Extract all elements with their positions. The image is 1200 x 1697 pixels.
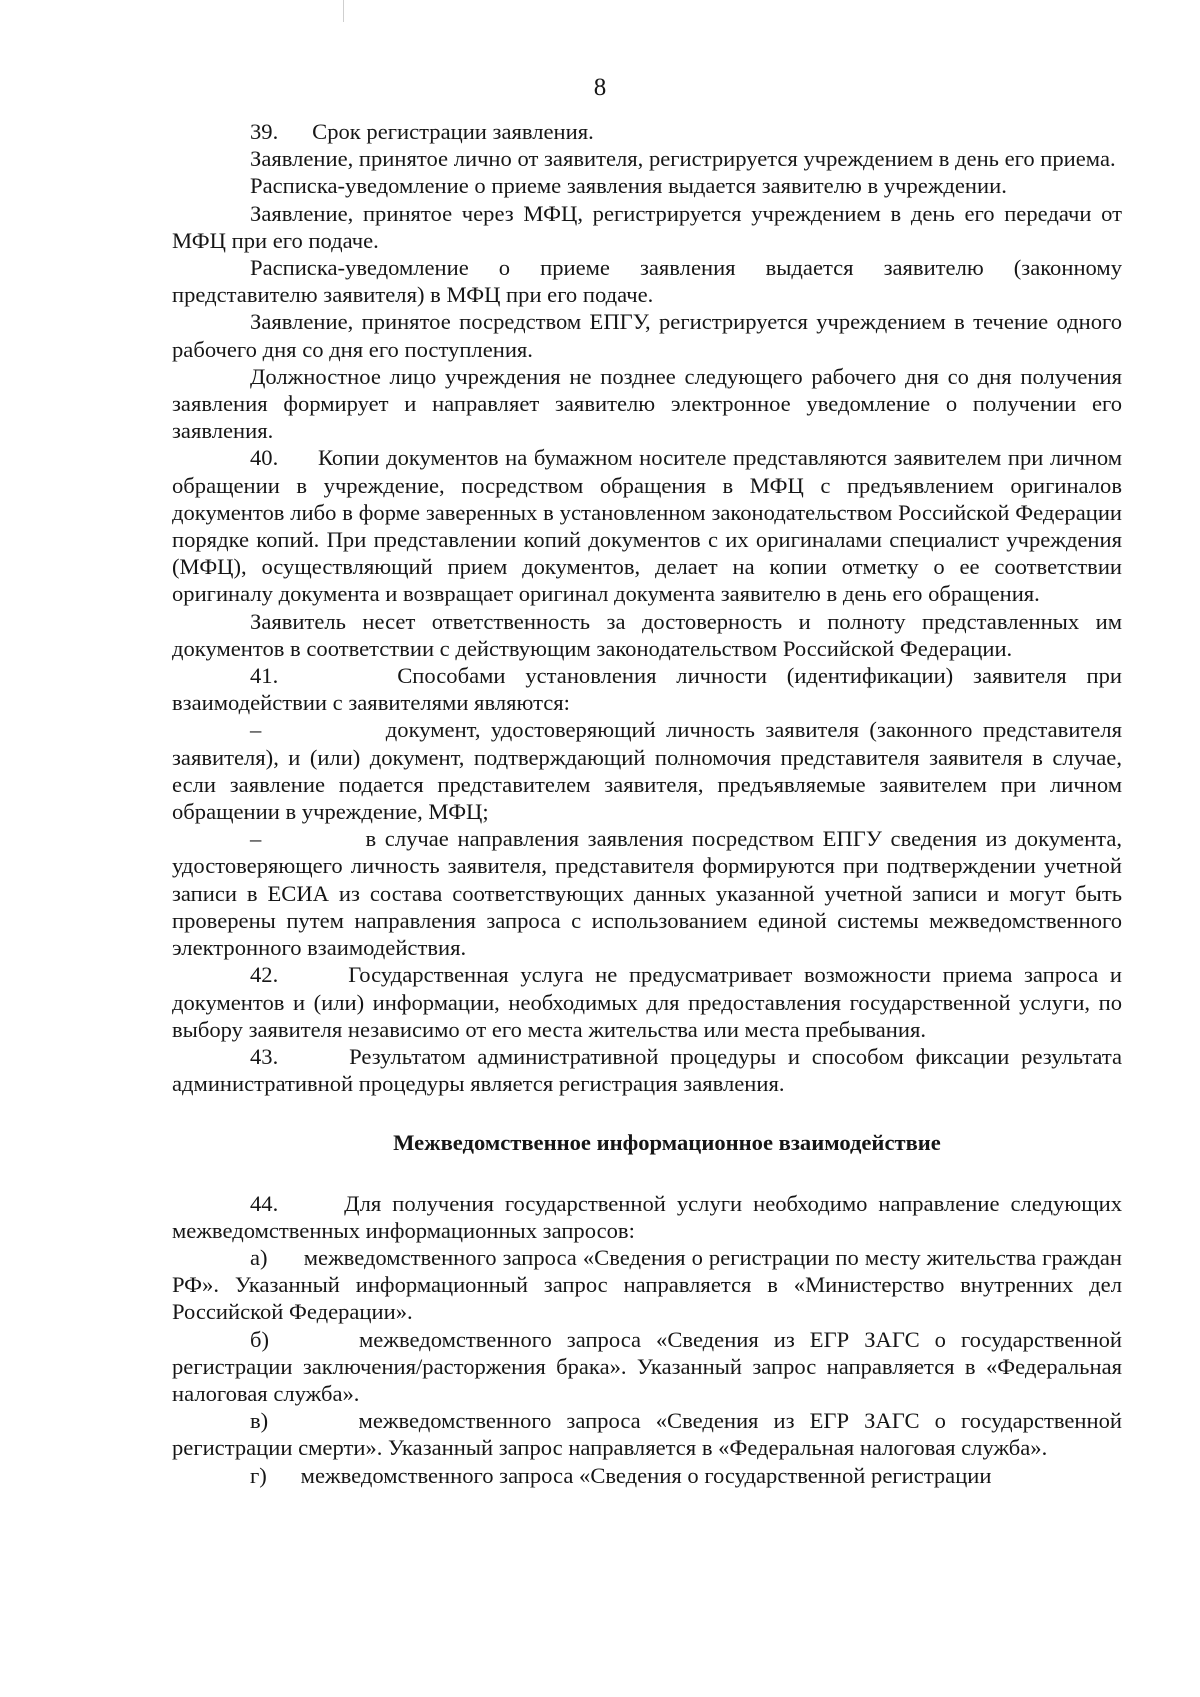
paragraph: Расписка-уведомление о приеме заявления выдается заявителю (законному представителю заявителя) в МФЦ при его подаче.: [172, 255, 1122, 308]
list-item: – в случае направления заявления посредством ЕПГУ сведения из документа, удостоверяющего личность заявителя, представителя формируются при подтверждении учетной записи в ЕСИА из состава соответствующих данных указанной учетной записи и могут быть проверены путем направления запроса с использованием единой системы межведомственного электронного взаимодействия.: [172, 826, 1122, 961]
list-item-v: в) межведомственного запроса «Сведения из ЕГР ЗАГС о государственной регистрации смерти». Указанный запрос направляется в «Федеральная налоговая служба».: [172, 1408, 1122, 1461]
paragraph-40: 40. Копии документов на бумажном носителе представляются заявителем при личном обращении в учреждение, посредством обращения в МФЦ с предъявлением оригиналов документов либо в форме заверенных в установленном законодательством Российской Федерации порядке копий. При представлении копий документов с их оригиналами специалист учреждения (МФЦ), осуществляющий прием документов, делает на копии отметку о ее соответствии оригиналу документа и возвращает оригинал документа заявителю в день его обращения.: [172, 445, 1122, 607]
scan-artifact-line: [343, 0, 344, 22]
paragraph: Должностное лицо учреждения не позднее следующего рабочего дня со дня получения заявления формирует и направляет заявителю электронное уведомление о получении его заявления.: [172, 363, 1122, 444]
paragraph-42: 42. Государственная услуга не предусматривает возможности приема запроса и документов и (или) информации, необходимых для предоставления государственной услуги, по выбору заявителя независимо от его места жительства или места пребывания.: [172, 962, 1122, 1042]
section-heading: Межведомственное информационное взаимодействие: [393, 1130, 941, 1156]
list-item-a: а) межведомственного запроса «Сведения о регистрации по месту жительства граждан РФ». Указанный информационный запрос направляется в «Министерство внутренних дел Российской Федерации».: [172, 1244, 1122, 1325]
paragraph: Заявление, принятое через МФЦ, регистрируется учреждением в день его передачи от МФЦ при его подаче.: [172, 200, 1122, 253]
paragraph-43: 43. Результатом административной процедуры и способом фиксации результата административной процедуры является регистрация заявления.: [172, 1043, 1122, 1097]
page-number: 8: [593, 74, 607, 101]
list-item: – документ, удостоверяющий личность заявителя (законного представителя заявителя), и (или) документ, подтверждающий полномочия представителя заявителя в случае, если заявление подается представителем заявителя, предъявляемые заявителем при личном обращении в учреждение, МФЦ;: [172, 717, 1122, 825]
paragraph: Заявление, принятое лично от заявителя, регистрируется учреждением в день его приема.: [250, 146, 1116, 172]
paragraph: Расписка-уведомление о приеме заявления выдается заявителю в учреждении.: [250, 173, 1007, 199]
paragraph-41: 41. Способами установления личности (идентификации) заявителя при взаимодействии с заявителями являются:: [172, 663, 1122, 716]
paragraph: Заявитель несет ответственность за достоверность и полноту представленных им документов в соответствии с действующим законодательством Российской Федерации.: [172, 608, 1122, 661]
paragraph-39: 39. Срок регистрации заявления.: [250, 119, 594, 144]
paragraph-44: 44. Для получения государственной услуги необходимо направление следующих межведомственных информационных запросов:: [172, 1190, 1122, 1243]
list-item-b: б) межведомственного запроса «Сведения из ЕГР ЗАГС о государственной регистрации заключения/расторжения брака». Указанный запрос направляется в «Федеральная налоговая служба».: [172, 1326, 1122, 1406]
paragraph: Заявление, принятое посредством ЕПГУ, регистрируется учреждением в течение одного рабочего дня со дня его поступления.: [172, 309, 1122, 362]
document-body: [172, 118, 1122, 1489]
list-item-g: г) межведомственного запроса «Сведения о государственной регистрации: [250, 1462, 992, 1488]
